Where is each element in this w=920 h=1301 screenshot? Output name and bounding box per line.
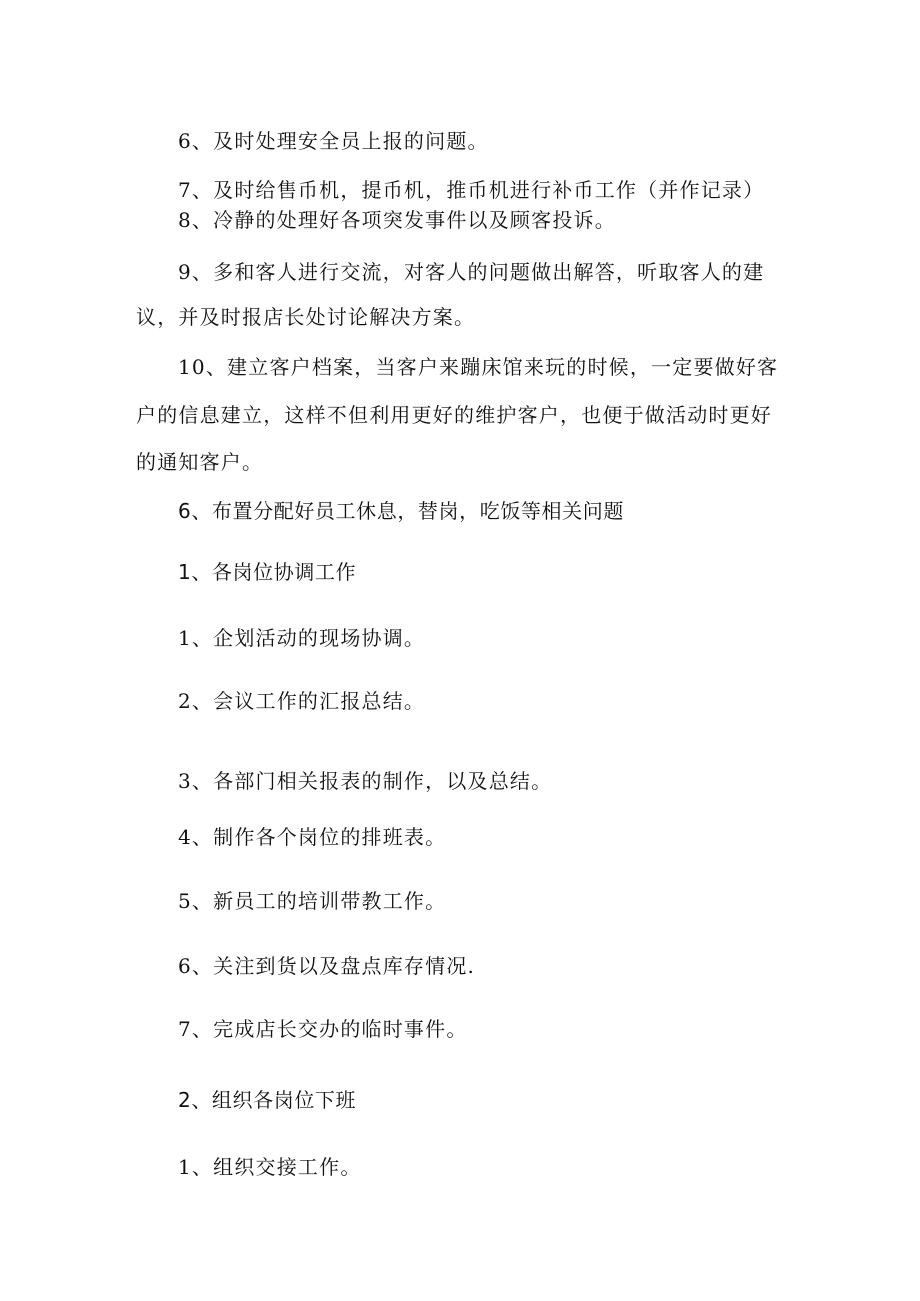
list-item: 3、各部门相关报表的制作，以及总结。 [178,769,553,793]
list-item: 1、企划活动的现场协调。 [178,626,426,650]
section-heading: 6、布置分配好员工休息，替岗，吃饭等相关问题 [178,499,624,523]
list-item-continuation: 户的信息建立，这样不但利用更好的维护客户，也便于做活动时更好 [136,403,772,427]
list-item: 2、会议工作的汇报总结。 [178,689,426,713]
list-item: 6、关注到货以及盘点库存情况. [178,954,476,978]
list-item: 8、冷静的处理好各项突发事件以及顾客投诉。 [178,208,616,232]
list-item-continuation: 议，并及时报店长处讨论解决方案。 [136,305,476,329]
section-heading: 2、组织各岗位下班 [178,1088,357,1112]
list-item: 6、及时处理安全员上报的问题。 [178,129,489,153]
list-item: 5、新员工的培训带教工作。 [178,889,447,913]
list-item: 1、组织交接工作。 [178,1155,362,1179]
list-item: 10、建立客户档案，当客户来蹦床馆来玩的时候，一定要做好客 [178,355,779,379]
list-item: 9、多和客人进行交流，对客人的问题做出解答，听取客人的建 [178,260,765,284]
list-item: 4、制作各个岗位的排班表。 [178,825,447,849]
list-item: 7、完成店长交办的临时事件。 [178,1017,468,1041]
section-heading: 1、各岗位协调工作 [178,560,357,584]
list-item: 7、及时给售币机，提币机，推币机进行补币工作（并作记录） [178,178,765,202]
list-item-continuation: 的通知客户。 [136,450,264,474]
